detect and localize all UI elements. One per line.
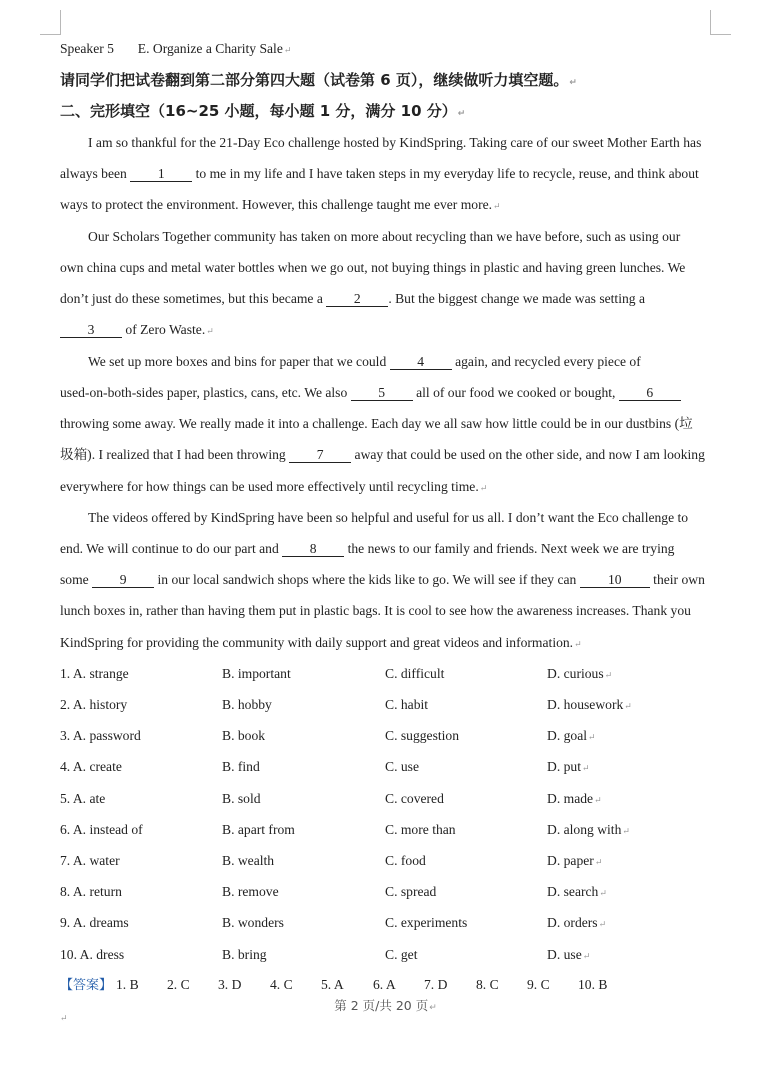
option-d: D. use↵: [547, 947, 591, 962]
passage-line: [88, 228, 680, 246]
passage-text: ways to protect the environment. However, this challenge taught me ever more.: [60, 197, 493, 212]
answer-item: 7. D: [424, 977, 448, 992]
option-d: D. search↵: [547, 884, 607, 899]
blank-8: 8: [282, 541, 344, 557]
option-d: D. made↵: [547, 791, 602, 806]
blank-6: 6: [619, 385, 681, 401]
passage-text: away that could be used on the other side, and now I am looking: [354, 447, 705, 462]
option-d-text: D. orders: [547, 915, 598, 930]
answer-item: 4. C: [270, 977, 293, 992]
answer-item: 2. C: [167, 977, 190, 992]
page-corner-mark-right: [710, 10, 731, 35]
option-b: B. sold: [222, 791, 261, 806]
passage-text: . But the biggest change we made was setting a: [388, 291, 646, 306]
option-a: 5. A. ate: [60, 791, 106, 806]
answer-item: 1. B: [116, 977, 139, 992]
instruction: 请同学们把试卷翻到第二部分第四大题（试卷第 6 页），继续做听力填空题。↵: [60, 71, 577, 89]
option-d-text: D. along with: [547, 822, 622, 837]
option-b: B. book: [222, 728, 266, 743]
speaker-line: Speaker 5 E. Organize a Charity Sale↵: [60, 41, 292, 56]
passage-text: own china cups and metal water bottles when we go out, not buying things in plastic and having green lunches. We: [60, 260, 686, 275]
option-d-text: D. paper: [547, 853, 594, 868]
passage-text: We set up more boxes and bins for paper that we could: [88, 354, 387, 369]
option-a: 6. A. instead of: [60, 822, 143, 837]
option-d-text: D. made: [547, 791, 594, 806]
page-corner-mark-left: [40, 10, 61, 35]
passage-text: all of our food we cooked or bought,: [416, 385, 616, 400]
passage-text: The videos offered by KindSpring have been so helpful and useful for us all. I don’t want the Eco challenge to: [88, 510, 689, 525]
answer-item: 3. D: [218, 977, 242, 992]
speaker-option: E. Organize a Charity Sale: [137, 41, 283, 56]
option-a: 1. A. strange: [60, 666, 129, 681]
option-c: C. habit: [385, 697, 429, 712]
answer-item: 8. C: [476, 977, 499, 992]
passage-text: everywhere for how things can be used more effectively until recycling time.: [60, 479, 479, 494]
passage-text: I am so thankful for the 21-Day Eco challenge hosted by KindSpring. Taking care of our sweet Mother Earth has: [88, 135, 702, 150]
option-d-text: D. put: [547, 759, 581, 774]
option-d: D. goal↵: [547, 728, 596, 743]
option-c: C. suggestion: [385, 728, 460, 743]
option-b: B. wonders: [222, 915, 284, 930]
option-b: B. important: [222, 666, 291, 681]
passage-text: used-on-both-sides paper, plastics, cans, etc. We also: [60, 385, 348, 400]
passage-line: 3 of Zero Waste.↵: [60, 321, 214, 340]
option-a: 10. A. dress: [60, 947, 125, 962]
option-d: D. orders↵: [547, 915, 607, 930]
passage-line: [60, 540, 674, 558]
option-b: B. wealth: [222, 853, 275, 868]
option-d: D. housework↵: [547, 697, 632, 712]
passage-text: the news to our family and friends. Next week we are trying: [347, 541, 675, 556]
passage-text: always been: [60, 166, 127, 181]
page-number: 第 2 页/共 20 页: [334, 998, 429, 1013]
speaker-label: Speaker 5: [60, 41, 114, 56]
option-d-text: D. use: [547, 947, 582, 962]
blank-7: 7: [289, 447, 351, 463]
answer-label: 【答案】: [60, 978, 113, 993]
blank-4: 4: [390, 354, 452, 370]
option-d-text: D. goal: [547, 728, 588, 743]
option-c: C. get: [385, 947, 418, 962]
option-a: 2. A. history: [60, 697, 128, 712]
answer-key: [60, 976, 608, 995]
passage-text: KindSpring for providing the community with daily support and great videos and information.: [60, 635, 574, 650]
option-a: 3. A. password: [60, 728, 141, 743]
option-d: D. along with↵: [547, 822, 630, 837]
option-d-text: D. curious: [547, 666, 604, 681]
passage-text: of Zero Waste.: [125, 322, 206, 337]
passage-line: [60, 602, 691, 620]
passage-text: to me in my life and I have taken steps in my everyday life to recycle, reuse, and think about: [195, 166, 699, 181]
option-d-text: D. search: [547, 884, 599, 899]
option-c: C. use: [385, 759, 419, 774]
option-c: C. difficult: [385, 666, 445, 681]
paragraph-mark: ↵: [60, 1013, 68, 1023]
passage-line: KindSpring for providing the community with daily support and great videos and information.↵: [60, 635, 582, 650]
passage-line: [60, 571, 705, 589]
option-a: 9. A. dreams: [60, 915, 129, 930]
passage-line: [88, 353, 641, 371]
passage-text: 圾箱). I realized that I had been throwing: [60, 447, 286, 462]
passage-line: [60, 290, 645, 308]
blank-2: 2: [326, 291, 388, 307]
passage-line: [60, 259, 685, 277]
answer-item: 9. C: [527, 977, 550, 992]
passage-text: don’t just do these sometimes, but this became a: [60, 291, 323, 306]
option-c: C. covered: [385, 791, 444, 806]
option-c: C. food: [385, 853, 426, 868]
passage-line: [60, 384, 681, 402]
option-b: B. bring: [222, 947, 267, 962]
option-b: B. apart from: [222, 822, 295, 837]
option-d: D. curious↵: [547, 666, 613, 681]
passage-line: everywhere for how things can be used more effectively until recycling time.↵: [60, 479, 488, 494]
passage-line: [88, 509, 688, 527]
passage-text: throwing some away. We really made it into a challenge. Each day we all saw how little could be in our dustbins (垃: [60, 416, 693, 431]
passage-text: lunch boxes in, rather than having them put in plastic bags. It is cool to see how the awareness increases. Thank you: [60, 603, 691, 618]
option-a: 4. A. create: [60, 759, 122, 774]
option-b: B. hobby: [222, 697, 272, 712]
option-a: 8. A. return: [60, 884, 122, 899]
passage-text: end. We will continue to do our part and: [60, 541, 279, 556]
answer-item: 10. B: [578, 977, 608, 992]
option-c: C. experiments: [385, 915, 468, 930]
passage-text: in our local sandwich shops where the kids like to go. We will see if they can: [157, 572, 577, 587]
passage-text: again, and recycled every piece of: [455, 354, 641, 369]
option-a: 7. A. water: [60, 853, 120, 868]
passage-line: [60, 446, 705, 464]
option-c: C. spread: [385, 884, 437, 899]
option-d: D. paper↵: [547, 853, 603, 868]
option-b: B. find: [222, 759, 260, 774]
option-d: D. put↵: [547, 759, 590, 774]
option-c: C. more than: [385, 822, 456, 837]
blank-10: 10: [580, 572, 650, 588]
blank-3: 3: [60, 322, 122, 338]
option-d-text: D. housework: [547, 697, 624, 712]
page-footer: 第 2 页/共 20 页↵: [334, 998, 437, 1013]
answer-item: 5. A: [321, 977, 344, 992]
passage-text: their own: [653, 572, 705, 587]
passage-text: Our Scholars Together community has taken on more about recycling than we have before, such as using our: [88, 229, 681, 244]
passage-text: some: [60, 572, 89, 587]
blank-5: 5: [351, 385, 413, 401]
section-title-text: 二、完形填空（16~25 小题，每小题 1 分，满分 10 分）: [60, 102, 457, 120]
instruction-text: 请同学们把试卷翻到第二部分第四大题（试卷第 6 页），继续做听力填空题。: [60, 71, 569, 89]
answer-item: 6. A: [373, 977, 396, 992]
section-title: 二、完形填空（16~25 小题，每小题 1 分，满分 10 分）↵: [60, 102, 466, 120]
passage-line: [60, 415, 693, 433]
option-b: B. remove: [222, 884, 279, 899]
passage-line: [88, 134, 701, 152]
blank-1: 1: [130, 166, 192, 182]
passage-line: [60, 165, 699, 183]
passage-line: ways to protect the environment. However, this challenge taught me ever more.↵: [60, 197, 501, 212]
blank-9: 9: [92, 572, 154, 588]
